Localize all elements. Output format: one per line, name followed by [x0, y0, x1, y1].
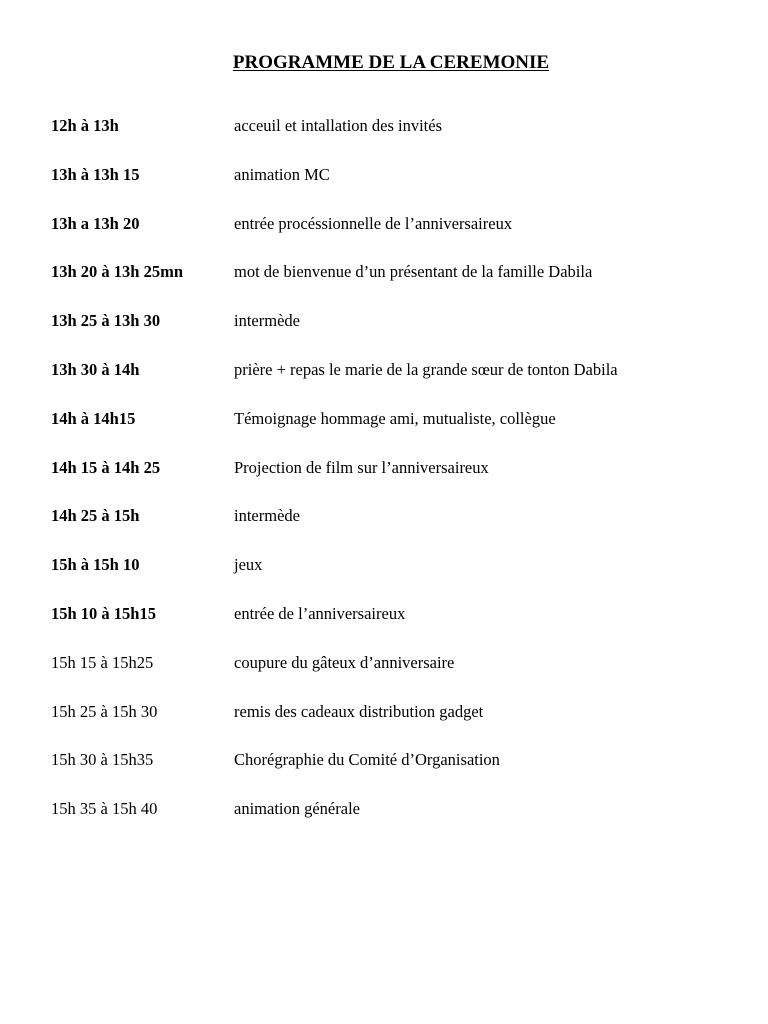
schedule-row — [51, 114, 751, 163]
schedule-row — [51, 797, 751, 846]
schedule-row — [51, 212, 751, 261]
schedule-activity: mot de bienvenue d’un présentant de la famille Dabila — [234, 262, 593, 282]
schedule-time: 13h a 13h 20 — [51, 213, 140, 233]
schedule-time: 13h 25 à 13h 30 — [51, 311, 161, 331]
schedule-time: 12h à 13h — [51, 116, 119, 135]
schedule-activity: Témoignage hommage ami, mutualiste, collègue — [234, 408, 556, 428]
schedule-time: 14h 25 à 15h — [51, 506, 140, 526]
page-title: PROGRAMME DE LA CEREMONIE — [232, 52, 550, 73]
schedule-activity: acceuil et intallation des invités — [234, 116, 443, 135]
schedule-activity: prière + repas le marie de la grande sœur de tonton Dabila — [234, 359, 618, 379]
schedule-activity: animation MC — [234, 164, 330, 184]
schedule-row — [51, 456, 751, 505]
schedule-time: 13h à 13h 15 — [51, 164, 140, 184]
schedule-activity: entrée de l’anniversaireux — [234, 603, 406, 623]
schedule-activity: entrée procéssionnelle de l’anniversaireux — [234, 213, 513, 233]
schedule-row — [51, 309, 751, 358]
schedule-row — [51, 407, 751, 456]
schedule-row — [51, 504, 751, 553]
schedule-row — [51, 748, 751, 797]
schedule-row — [51, 553, 751, 602]
schedule-time: 15h 35 à 15h 40 — [51, 799, 158, 819]
schedule-row — [51, 651, 751, 700]
schedule-activity: coupure du gâteux d’anniversaire — [234, 652, 455, 672]
schedule-time: 15h 25 à 15h 30 — [51, 701, 158, 721]
schedule-row — [51, 358, 751, 407]
schedule-list — [51, 114, 751, 846]
schedule-activity: Chorégraphie du Comité d’Organisation — [234, 750, 500, 770]
schedule-row — [51, 700, 751, 749]
schedule-activity: intermède — [234, 506, 300, 526]
schedule-time: 13h 30 à 14h — [51, 359, 140, 379]
schedule-activity: jeux — [234, 555, 263, 575]
schedule-activity: Projection de film sur l’anniversaireux — [234, 457, 489, 477]
schedule-row — [51, 260, 751, 309]
schedule-time: 14h 15 à 14h 25 — [51, 457, 161, 477]
schedule-activity: remis des cadeaux distribution gadget — [234, 701, 484, 721]
schedule-time: 15h 10 à 15h15 — [51, 603, 156, 623]
schedule-row — [51, 163, 751, 212]
schedule-row — [51, 602, 751, 651]
schedule-time: 15h 30 à 15h35 — [51, 750, 154, 770]
schedule-activity: intermède — [234, 311, 300, 331]
schedule-activity: animation générale — [234, 799, 360, 819]
schedule-time: 13h 20 à 13h 25mn — [51, 262, 184, 282]
schedule-time: 15h 15 à 15h25 — [51, 652, 154, 672]
schedule-time: 14h à 14h15 — [51, 408, 136, 428]
schedule-time: 15h à 15h 10 — [51, 555, 140, 575]
